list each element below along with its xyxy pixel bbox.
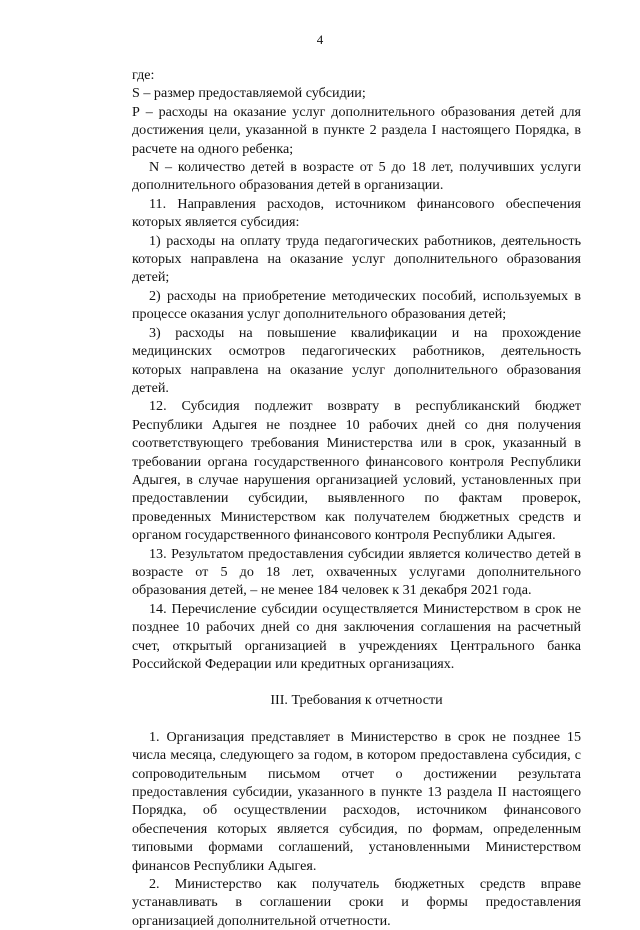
paragraph-subitem-3: 3) расходы на повышение квалификации и на прохождение медицинских осмотров педагогических работников, деятельность которых направлена на оказание услуг дополнительного образования детей. <box>132 324 581 396</box>
paragraph-def-n: N – количество детей в возрасте от 5 до 18 лет, получивших услуги дополнительного образования детей в организации. <box>132 159 581 194</box>
paragraph-item-13: 13. Результатом предоставления субсидии является количество детей в возрасте от 5 до 18 лет, охваченных услугами дополнительного образования детей, – не менее 184 человек к 31 декабря 2021 года. <box>132 545 581 599</box>
paragraph-def-s: S – размер предоставляемой субсидии; <box>132 85 366 102</box>
section-heading: III. Требования к отчетности <box>270 692 443 709</box>
paragraph-section-item-1: 1. Организация представляет в Министерство в срок не позднее 15 числа месяца, следующего за годом, в котором предоставлена субсидия, с сопроводительным письмом отчет о достижении результата предоставления субсидии, указанного в пункте 13 раздела II настоящего Порядка, об осуществлении расходов, источником финансового обеспечения которых является субсидия, по формам, определенным типовыми формами соглашений, установленными Министерством финансов Республики Адыгея. <box>132 728 581 874</box>
paragraph-section-item-2: 2. Министерство как получатель бюджетных средств вправе устанавливать в соглашении сроки и формы предоставления организацией дополнительной отчетности. <box>132 876 581 929</box>
paragraph-subitem-1: 1) расходы на оплату труда педагогических работников, деятельность которых направлена на оказание услуг дополнительного образования детей; <box>132 232 581 286</box>
paragraph-def-p: Р – расходы на оказание услуг дополнительного образования детей для достижения цели, указанной в пункте 2 раздела I настоящего Порядка, в расчете на одного ребенка; <box>132 103 581 157</box>
document-body <box>132 66 581 930</box>
paragraph-where: где: <box>132 67 155 83</box>
paragraph-item-11: 11. Направления расходов, источником финансового обеспечения которых является субсидия: <box>132 195 581 231</box>
paragraph-subitem-2: 2) расходы на приобретение методических пособий, используемых в процессе оказания услуг дополнительного образования детей; <box>132 287 581 323</box>
paragraph-item-14: 14. Перечисление субсидии осуществляется Министерством в срок не позднее 10 рабочих дней со дня заключения соглашения на расчетный счет, открытый организацией в учреждениях Центрального банка Российской Федерации или кредитных организациях. <box>132 600 581 672</box>
page-number: 4 <box>316 32 324 47</box>
paragraph-item-12: 12. Субсидия подлежит возврату в республиканский бюджет Республики Адыгея не позднее 10 рабочих дней со дня получения соответствующего требования Министерства или в срок, указанный в требовании органа государственного финансового контроля Республики Адыгея, в случае нарушения организацией условий, установленных при предоставлении субсидии, выявленного по фактам проверок, проведенных Министерством как получателем бюджетных средств и органом государственного финансового контроля Республики Адыгея. <box>132 398 581 544</box>
